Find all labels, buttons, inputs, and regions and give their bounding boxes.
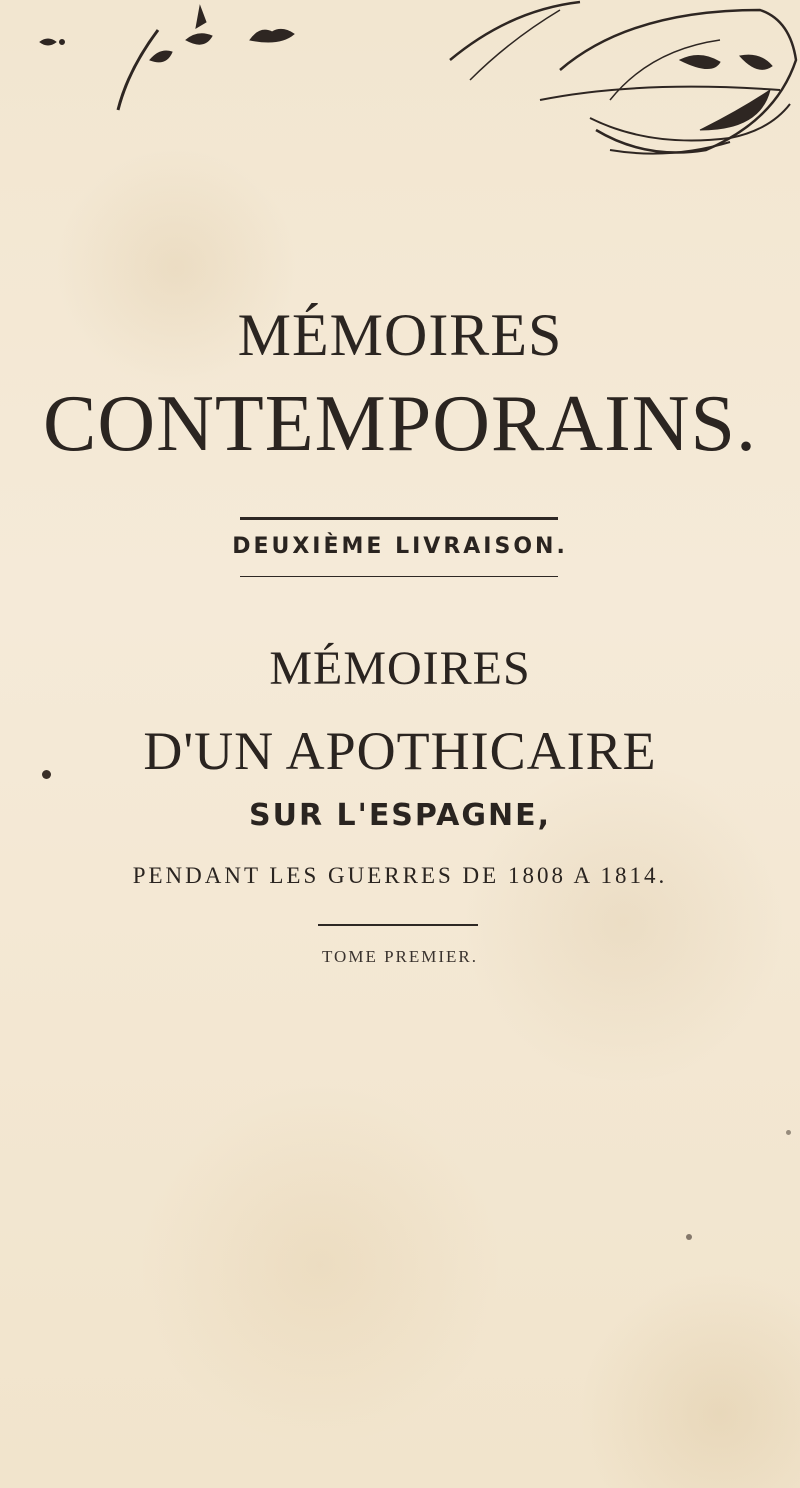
bleed-through-ornament (0, 0, 800, 190)
ink-spot (42, 770, 51, 779)
ink-spot (786, 1130, 791, 1135)
main-title-line2: CONTEMPORAINS. (42, 380, 758, 468)
thick-rule (240, 517, 558, 520)
short-rule (318, 924, 478, 926)
subtitle: PENDANT LES GUERRES DE 1808 A 1814. (132, 863, 668, 888)
work-title-line1: MÉMOIRES (269, 642, 531, 695)
series-label: DEUXIÈME LIVRAISON. (232, 534, 568, 559)
work-title-line3: SUR L'ESPAGNE, (249, 798, 551, 833)
main-title-line1: MÉMOIRES (237, 302, 563, 368)
work-title-line2: D'UN APOTHICAIRE (143, 721, 657, 781)
ink-spot (686, 1234, 692, 1240)
volume-label: TOME PREMIER. (321, 947, 479, 966)
thin-rule (240, 576, 558, 577)
